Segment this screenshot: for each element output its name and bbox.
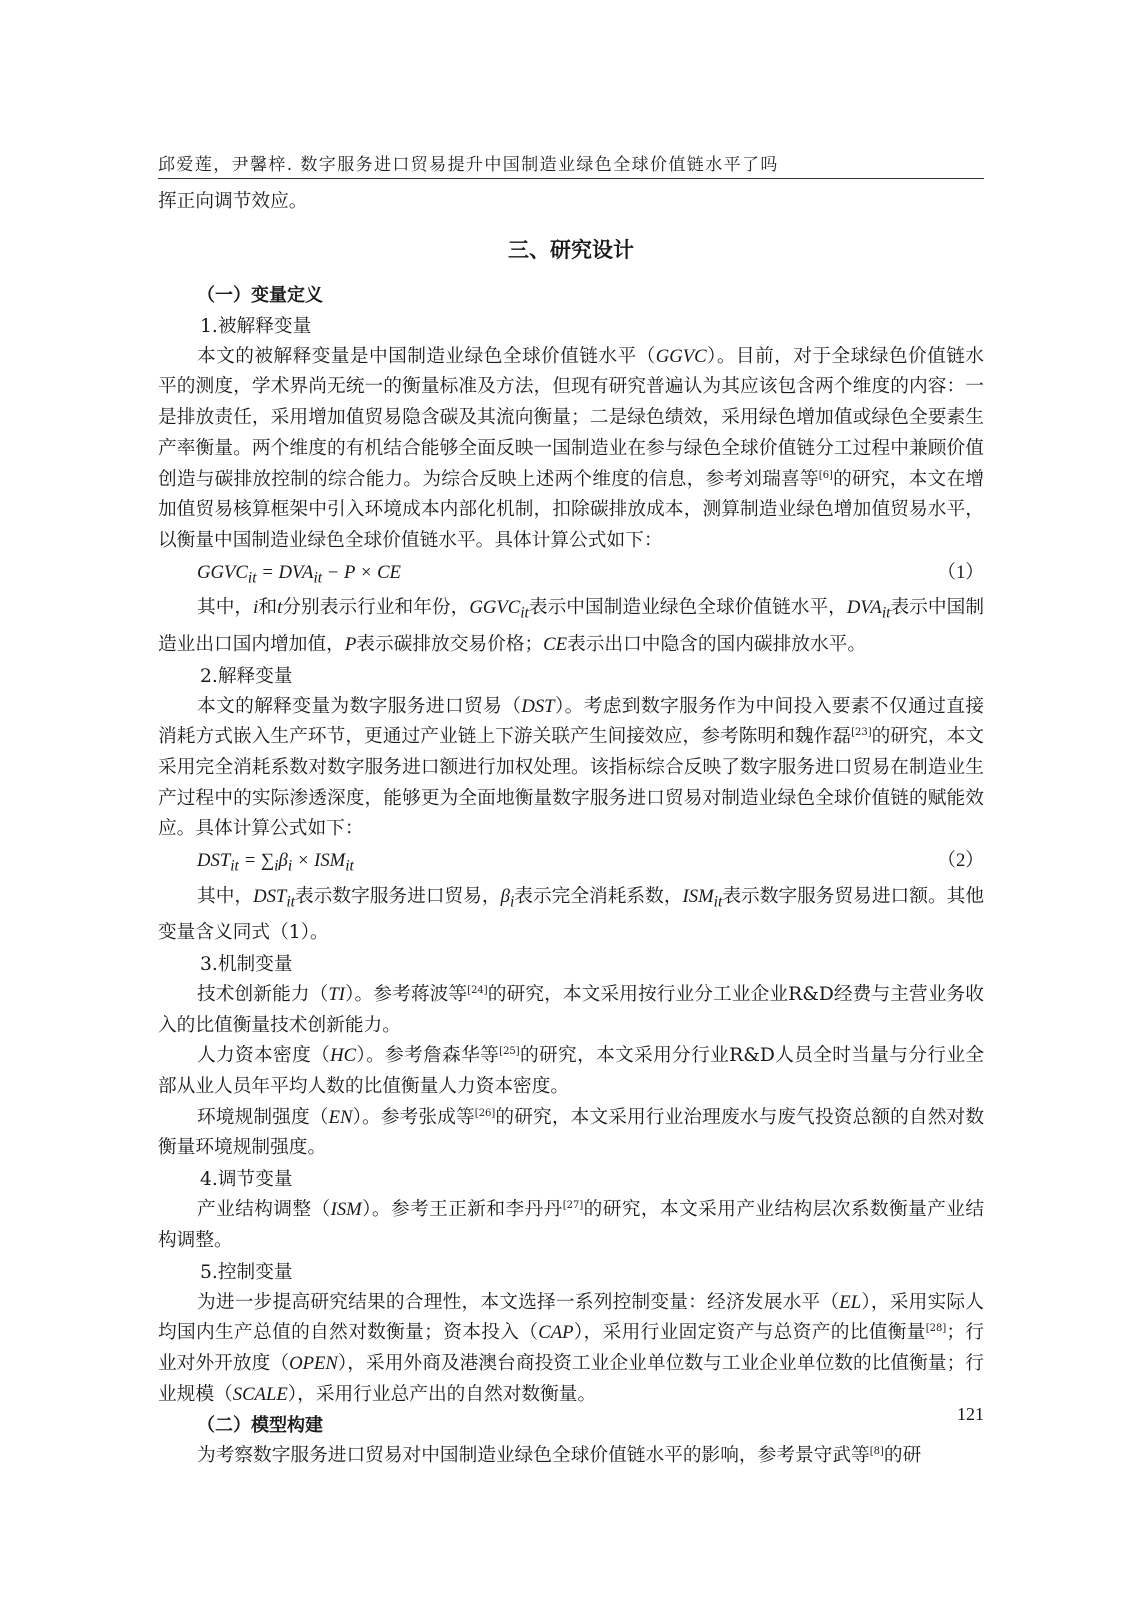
paragraph-technology-innovation: 技术创新能力（TI）。参考蒋波等[24]的研究，本文采用按行业分工业企业R&D经费与主营业务收入的比值衡量技术创新能力。 (158, 983, 984, 1036)
citation: [6] (818, 469, 833, 481)
citation: [24] (467, 984, 488, 996)
paragraph-equation-2-explanation: 其中，$DST_{it}$表示数字服务进口贸易，$\beta_i$表示完全消耗系数，$ISM_{it}$表示数字服务贸易进口额。其他变量含义同式（1）。 (158, 885, 985, 944)
subhead-mechanism-variables: 3.机制变量 (200, 953, 293, 975)
paragraph-dependent-variable: 本文的被解释变量是中国制造业绿色全球价值链水平（GGVC）。目前，对于全球绿色价值链水平的测度，学术界尚无统一的衡量标准及方法，但现有研究普遍认为其应该包含两个维度的内容：一是排放责任，采用增加值贸易隐含碳及其流向衡量；二是绿色绩效，采用绿色增加值或绿色全要素生产率衡量。两个维度的有机结合能够全面反映一国制造业在参与绿色全球价值链分工过程中兼顾价值创造与碳排放控制的综合能力。为综合反映上述两个维度的信息，参考刘瑞喜等[6]的研究，本文在增加值贸易核算框架中引入环境成本内部化机制，扣除碳排放成本，测算制造业绿色增加值贸易水平，以衡量中国制造业绿色全球价值链水平。具体计算公式如下： (158, 345, 985, 551)
subhead-moderating-variable: 4.调节变量 (200, 1169, 293, 1191)
citation: [26] (474, 1107, 496, 1119)
paragraph-industrial-structure: 产业结构调整（ISM）。参考王正新和李丹丹[27]的研究，本文采用产业结构层次系数衡量产业结构调整。 (158, 1199, 985, 1251)
citation: [23] (851, 727, 872, 739)
running-head: 邱爱莲，尹馨梓. 数字服务进口贸易提升中国制造业绿色全球价值链水平了吗 (158, 155, 779, 175)
body-text (158, 187, 984, 1472)
paragraph-human-capital: 人力资本密度（HC）。参考詹森华等[25]的研究，本文采用分行业R&D人员全时当量与分行业全部从业人员年平均人数的比值衡量人力资本密度。 (158, 1045, 985, 1097)
subhead-explanatory-variable: 2.解释变量 (200, 665, 293, 687)
citation: [27] (562, 1200, 584, 1212)
equation-number: （2） (937, 850, 984, 872)
subhead-control-variables: 5.控制变量 (200, 1261, 293, 1283)
citation: [8] (869, 1446, 884, 1458)
section-title: 三、研究设计 (508, 237, 634, 262)
paragraph-explanatory-variable: 本文的解释变量为数字服务进口贸易（DST）。考虑到数字服务作为中间投入要素不仅通过直接消耗方式嵌入生产环节，更通过产业链上下游关联产生间接效应，参考陈明和魏作磊[23]的研究，本文采用完全消耗系数对数字服务进口额进行加权处理。该指标综合反映了数字服务进口贸易在制造业生产过程中的实际渗透深度，能够更为全面地衡量数字服务进口贸易对制造业绿色全球价值链的赋能效应。具体计算公式如下： (158, 695, 985, 840)
lead-in-paragraph: 挥正向调节效应。 (158, 191, 308, 212)
paragraph-environmental-regulation: 环境规制强度（EN）。参考张成等[26]的研究，本文采用行业治理废水与废气投资总额的自然对数衡量环境规制强度。 (158, 1106, 985, 1159)
subsection-title-variables: （一）变量定义 (197, 284, 323, 306)
equation-body: $DST_{it} = \sum_i\beta_i \times ISM_{it}$ (197, 850, 354, 875)
citation: [28] (925, 1323, 947, 1335)
header-rule (158, 178, 984, 179)
equation-2 (158, 845, 984, 882)
equation-number: （1） (937, 561, 984, 583)
subsection-title-model: （二）模型构建 (197, 1415, 323, 1437)
equation-body: $GGVC_{it} = DVA_{it} - P$ × CE (197, 561, 401, 587)
paragraph-equation-1-explanation: 其中，i和t分别表示行业和年份，$GGVC_{it}$表示中国制造业绿色全球价值链水平，$DVA_{it}$表示中国制造业出口国内增加值，P表示碳排放交易价格；CE表示出口中隐含的国内碳排放水平。 (158, 597, 985, 655)
equation-1 (158, 557, 984, 594)
paragraph-model: 为考察数字服务进口贸易对中国制造业绿色全球价值链水平的影响，参考景守武等[8]的研 (197, 1445, 922, 1467)
subhead-dependent-variable: 1.被解释变量 (200, 315, 312, 337)
page-number: 121 (957, 1404, 984, 1424)
citation: [25] (499, 1046, 520, 1058)
paragraph-control-variables: 为进一步提高研究结果的合理性，本文选择一系列控制变量：经济发展水平（EL），采用实际人均国内生产总值的自然对数衡量；资本投入（CAP），采用行业固定资产与总资产的比值衡量[28]；行业对外开放度（OPEN），采用外商及港澳台商投资工业企业单位数与工业企业单位数的比值衡量；行业规模（SCALE），采用行业总产出的自然对数衡量。 (158, 1291, 985, 1405)
